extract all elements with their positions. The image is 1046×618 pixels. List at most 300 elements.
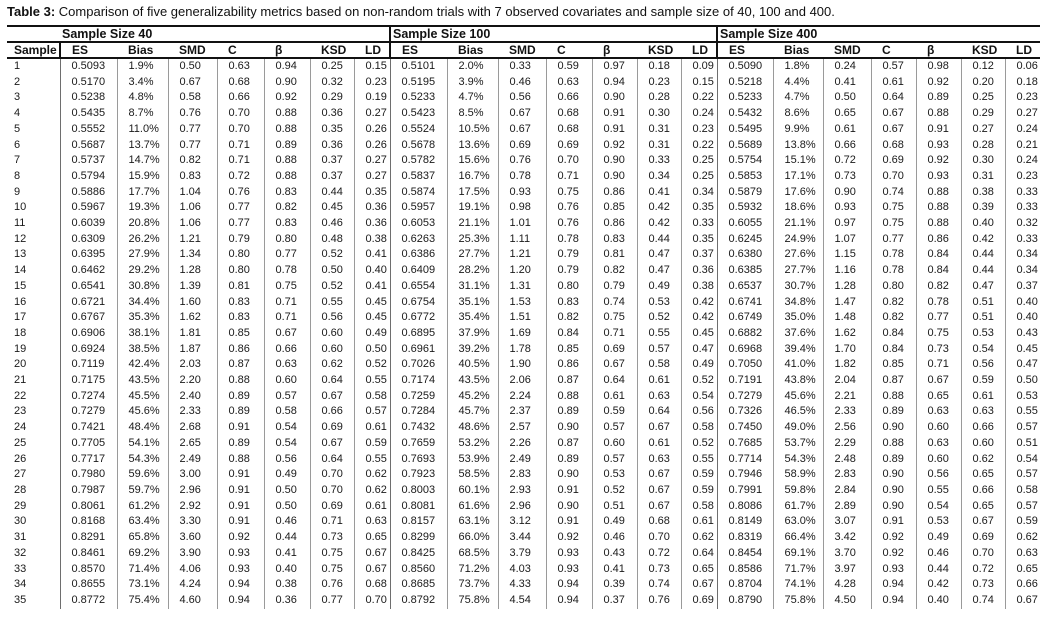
cell-s40-beta: 0.77 bbox=[264, 247, 310, 263]
column-header-ksd-section-1: KSD bbox=[310, 42, 354, 58]
cell-s40-c: 0.80 bbox=[217, 263, 264, 279]
cell-s100-smd: 1.21 bbox=[498, 247, 546, 263]
cell-s400-ksd: 0.63 bbox=[961, 404, 1005, 420]
cell-s40-es: 0.7279 bbox=[60, 404, 117, 420]
cell-s40-ksd: 0.75 bbox=[310, 562, 354, 578]
cell-s100-es: 0.6554 bbox=[390, 279, 447, 295]
cell-s400-ld: 0.32 bbox=[1005, 216, 1040, 232]
cell-s40-c: 0.91 bbox=[217, 514, 264, 530]
cell-s400-es: 0.8319 bbox=[717, 530, 773, 546]
cell-s400-es: 0.6537 bbox=[717, 279, 773, 295]
sample-number-cell: 4 bbox=[14, 107, 21, 120]
cell-s400-bias: 24.9% bbox=[773, 232, 823, 248]
cell-s400-ksd: 0.30 bbox=[961, 153, 1005, 169]
cell-s100-smd: 2.26 bbox=[498, 436, 546, 452]
cell-s100-smd: 0.69 bbox=[498, 138, 546, 154]
cell-s40-ld: 0.23 bbox=[354, 75, 390, 91]
cell-s400-ld: 0.58 bbox=[1005, 483, 1040, 499]
cell-s40-ld: 0.62 bbox=[354, 483, 390, 499]
cell-s100-ksd: 0.67 bbox=[637, 483, 681, 499]
cell-s40-bias: 20.8% bbox=[117, 216, 168, 232]
cell-s100-beta: 0.85 bbox=[592, 200, 637, 216]
cell-s400-smd: 3.07 bbox=[823, 514, 871, 530]
cell-s100-beta: 0.90 bbox=[592, 169, 637, 185]
cell-s400-ksd: 0.51 bbox=[961, 295, 1005, 311]
cell-s100-smd: 0.67 bbox=[498, 106, 546, 122]
cell-s400-smd: 2.33 bbox=[823, 404, 871, 420]
cell-s100-smd: 4.54 bbox=[498, 593, 546, 609]
cell-s100-bias: 39.2% bbox=[447, 342, 498, 358]
cell-s400-es: 0.7191 bbox=[717, 373, 773, 389]
cell-s100-c: 0.89 bbox=[546, 404, 592, 420]
cell-s400-beta: 0.40 bbox=[916, 593, 961, 609]
cell-s40-c: 0.70 bbox=[217, 122, 264, 138]
cell-s400-smd: 0.72 bbox=[823, 153, 871, 169]
cell-s100-bias: 37.9% bbox=[447, 326, 498, 342]
cell-s400-c: 0.67 bbox=[871, 122, 916, 138]
cell-s100-c: 0.59 bbox=[546, 58, 592, 75]
cell-s100-smd: 0.56 bbox=[498, 90, 546, 106]
cell-s100-ksd: 0.53 bbox=[637, 295, 681, 311]
cell-s100-beta: 0.75 bbox=[592, 310, 637, 326]
cell-s40-c: 0.91 bbox=[217, 499, 264, 515]
cell-s100-smd: 2.06 bbox=[498, 373, 546, 389]
cell-s40-es: 0.5093 bbox=[60, 58, 117, 75]
cell-s100-ld: 0.36 bbox=[681, 263, 717, 279]
cell-s40-c: 0.91 bbox=[217, 467, 264, 483]
cell-s400-ksd: 0.44 bbox=[961, 263, 1005, 279]
cell-s40-ld: 0.55 bbox=[354, 452, 390, 468]
table-row bbox=[7, 200, 1040, 216]
cell-s100-c: 0.82 bbox=[546, 310, 592, 326]
cell-s100-bias: 3.9% bbox=[447, 75, 498, 91]
cell-s400-bias: 4.4% bbox=[773, 75, 823, 91]
cell-s400-beta: 0.93 bbox=[916, 138, 961, 154]
cell-s100-es: 0.5678 bbox=[390, 138, 447, 154]
cell-s100-es: 0.5837 bbox=[390, 169, 447, 185]
sample-number-cell: 7 bbox=[14, 154, 21, 167]
cell-s400-ksd: 0.67 bbox=[961, 514, 1005, 530]
cell-s40-ksd: 0.35 bbox=[310, 122, 354, 138]
cell-s400-smd: 3.97 bbox=[823, 562, 871, 578]
cell-s100-es: 0.5874 bbox=[390, 185, 447, 201]
cell-s40-es: 0.6541 bbox=[60, 279, 117, 295]
cell-s40-c: 0.76 bbox=[217, 185, 264, 201]
column-header-beta-section-1: β bbox=[264, 42, 310, 58]
cell-s40-es: 0.7717 bbox=[60, 452, 117, 468]
column-header-bias-section-3: Bias bbox=[773, 42, 823, 58]
cell-s40-beta: 0.57 bbox=[264, 389, 310, 405]
cell-s100-smd: 2.93 bbox=[498, 483, 546, 499]
cell-s100-beta: 0.67 bbox=[592, 357, 637, 373]
cell-s400-smd: 3.70 bbox=[823, 546, 871, 562]
cell-s40-bias: 59.7% bbox=[117, 483, 168, 499]
cell-s100-smd: 2.49 bbox=[498, 452, 546, 468]
cell-s40-bias: 63.4% bbox=[117, 514, 168, 530]
cell-s40-es: 0.6924 bbox=[60, 342, 117, 358]
cell-s40-smd: 1.39 bbox=[168, 279, 217, 295]
cell-s400-beta: 0.75 bbox=[916, 326, 961, 342]
cell-s100-bias: 16.7% bbox=[447, 169, 498, 185]
cell-s40-ksd: 0.70 bbox=[310, 467, 354, 483]
cell-s400-smd: 1.70 bbox=[823, 342, 871, 358]
cell-s100-bias: 45.2% bbox=[447, 389, 498, 405]
cell-s400-bias: 18.6% bbox=[773, 200, 823, 216]
table-row bbox=[7, 499, 1040, 515]
cell-s400-bias: 15.1% bbox=[773, 153, 823, 169]
cell-s40-smd: 1.04 bbox=[168, 185, 217, 201]
cell-s40-c: 0.80 bbox=[217, 247, 264, 263]
cell-s400-ld: 0.24 bbox=[1005, 153, 1040, 169]
cell-s400-beta: 0.88 bbox=[916, 200, 961, 216]
cell-s400-smd: 1.16 bbox=[823, 263, 871, 279]
cell-s40-beta: 0.54 bbox=[264, 420, 310, 436]
cell-s400-ksd: 0.28 bbox=[961, 138, 1005, 154]
cell-s100-ksd: 0.18 bbox=[637, 58, 681, 75]
table-row bbox=[7, 90, 1040, 106]
cell-s100-beta: 0.82 bbox=[592, 263, 637, 279]
cell-s400-bias: 63.0% bbox=[773, 514, 823, 530]
cell-s100-es: 0.8792 bbox=[390, 593, 447, 609]
cell-s100-ld: 0.09 bbox=[681, 58, 717, 75]
cell-s40-beta: 0.67 bbox=[264, 326, 310, 342]
cell-s100-beta: 0.92 bbox=[592, 138, 637, 154]
cell-s100-ksd: 0.52 bbox=[637, 310, 681, 326]
sample-number-cell: 21 bbox=[14, 374, 27, 387]
cell-s400-ksd: 0.29 bbox=[961, 106, 1005, 122]
table-caption bbox=[0, 0, 1046, 19]
cell-s400-ksd: 0.59 bbox=[961, 373, 1005, 389]
cell-s100-c: 0.84 bbox=[546, 326, 592, 342]
cell-s400-beta: 0.82 bbox=[916, 279, 961, 295]
cell-s400-smd: 1.28 bbox=[823, 279, 871, 295]
cell-s40-ksd: 0.32 bbox=[310, 75, 354, 91]
cell-s40-es: 0.5170 bbox=[60, 75, 117, 91]
sample-number-cell: 34 bbox=[14, 578, 27, 591]
cell-s400-c: 0.90 bbox=[871, 420, 916, 436]
cell-s40-beta: 0.60 bbox=[264, 373, 310, 389]
cell-s400-beta: 0.86 bbox=[916, 232, 961, 248]
cell-s100-bias: 53.2% bbox=[447, 436, 498, 452]
cell-s100-ld: 0.42 bbox=[681, 295, 717, 311]
cell-s400-c: 0.78 bbox=[871, 263, 916, 279]
cell-s40-ld: 0.61 bbox=[354, 499, 390, 515]
cell-s400-c: 0.90 bbox=[871, 467, 916, 483]
table-row bbox=[7, 342, 1040, 358]
cell-s100-es: 0.8003 bbox=[390, 483, 447, 499]
cell-s400-bias: 4.7% bbox=[773, 90, 823, 106]
cell-s400-ld: 0.21 bbox=[1005, 138, 1040, 154]
cell-s400-es: 0.5218 bbox=[717, 75, 773, 91]
cell-s40-ld: 0.59 bbox=[354, 436, 390, 452]
cell-s40-smd: 0.50 bbox=[168, 58, 217, 75]
cell-s400-smd: 0.41 bbox=[823, 75, 871, 91]
cell-s400-c: 0.92 bbox=[871, 530, 916, 546]
cell-s400-beta: 0.78 bbox=[916, 295, 961, 311]
cell-s400-es: 0.6882 bbox=[717, 326, 773, 342]
cell-s400-smd: 2.56 bbox=[823, 420, 871, 436]
table-row bbox=[7, 122, 1040, 138]
cell-s40-c: 0.86 bbox=[217, 342, 264, 358]
cell-s100-c: 0.93 bbox=[546, 546, 592, 562]
cell-s400-bias: 37.6% bbox=[773, 326, 823, 342]
cell-s40-ksd: 0.73 bbox=[310, 530, 354, 546]
column-header-bias-section-2: Bias bbox=[447, 42, 498, 58]
sample-number-cell: 14 bbox=[14, 264, 27, 277]
cell-s100-c: 0.89 bbox=[546, 452, 592, 468]
table-body bbox=[7, 58, 1040, 609]
cell-s100-ld: 0.59 bbox=[681, 467, 717, 483]
cell-s400-ld: 0.06 bbox=[1005, 58, 1040, 75]
sample-number-cell: 22 bbox=[14, 389, 27, 402]
cell-s100-es: 0.6754 bbox=[390, 295, 447, 311]
cell-s400-ksd: 0.65 bbox=[961, 467, 1005, 483]
cell-s40-bias: 71.4% bbox=[117, 562, 168, 578]
cell-s400-beta: 0.71 bbox=[916, 357, 961, 373]
cell-s40-bias: 48.4% bbox=[117, 420, 168, 436]
cell-s100-es: 0.5101 bbox=[390, 58, 447, 75]
cell-s40-smd: 3.00 bbox=[168, 467, 217, 483]
column-header-ksd-section-3: KSD bbox=[961, 42, 1005, 58]
cell-s40-es: 0.7274 bbox=[60, 389, 117, 405]
cell-s40-beta: 0.94 bbox=[264, 58, 310, 75]
cell-s100-ksd: 0.47 bbox=[637, 247, 681, 263]
cell-s400-bias: 45.6% bbox=[773, 389, 823, 405]
cell-s100-ld: 0.69 bbox=[681, 593, 717, 609]
cell-s100-bias: 28.2% bbox=[447, 263, 498, 279]
cell-s40-ld: 0.55 bbox=[354, 373, 390, 389]
cell-s40-ksd: 0.67 bbox=[310, 389, 354, 405]
cell-s40-ld: 0.36 bbox=[354, 216, 390, 232]
cell-s400-smd: 0.66 bbox=[823, 138, 871, 154]
cell-s400-beta: 0.88 bbox=[916, 106, 961, 122]
cell-s400-smd: 2.89 bbox=[823, 499, 871, 515]
cell-s100-ld: 0.52 bbox=[681, 436, 717, 452]
cell-s40-ksd: 0.75 bbox=[310, 546, 354, 562]
table-row bbox=[7, 514, 1040, 530]
table-row bbox=[7, 373, 1040, 389]
cell-s400-ld: 0.50 bbox=[1005, 373, 1040, 389]
cell-s40-bias: 69.2% bbox=[117, 546, 168, 562]
cell-s40-smd: 1.34 bbox=[168, 247, 217, 263]
cell-s100-es: 0.7432 bbox=[390, 420, 447, 436]
cell-s400-ksd: 0.12 bbox=[961, 58, 1005, 75]
cell-s40-beta: 0.54 bbox=[264, 436, 310, 452]
cell-s400-smd: 2.83 bbox=[823, 467, 871, 483]
column-header-row bbox=[7, 42, 1040, 58]
cell-s100-es: 0.8081 bbox=[390, 499, 447, 515]
cell-s400-smd: 1.07 bbox=[823, 232, 871, 248]
cell-s40-c: 0.83 bbox=[217, 295, 264, 311]
cell-s100-ld: 0.35 bbox=[681, 200, 717, 216]
cell-s40-c: 0.91 bbox=[217, 420, 264, 436]
cell-s40-ld: 0.19 bbox=[354, 90, 390, 106]
cell-s100-smd: 0.98 bbox=[498, 200, 546, 216]
cell-s100-ld: 0.56 bbox=[681, 404, 717, 420]
cell-s100-ld: 0.38 bbox=[681, 279, 717, 295]
cell-s40-beta: 0.50 bbox=[264, 483, 310, 499]
cell-s100-beta: 0.86 bbox=[592, 185, 637, 201]
cell-s400-es: 0.6385 bbox=[717, 263, 773, 279]
cell-s40-ksd: 0.52 bbox=[310, 279, 354, 295]
cell-s40-bias: 34.4% bbox=[117, 295, 168, 311]
cell-s40-smd: 1.28 bbox=[168, 263, 217, 279]
table-row bbox=[7, 138, 1040, 154]
cell-s100-bias: 40.5% bbox=[447, 357, 498, 373]
cell-s400-ksd: 0.66 bbox=[961, 483, 1005, 499]
cell-s40-bias: 65.8% bbox=[117, 530, 168, 546]
cell-s40-bias: 13.7% bbox=[117, 138, 168, 154]
sample-number-cell: 25 bbox=[14, 436, 27, 449]
cell-s400-ld: 0.33 bbox=[1005, 185, 1040, 201]
cell-s100-bias: 48.6% bbox=[447, 420, 498, 436]
cell-s100-bias: 4.7% bbox=[447, 90, 498, 106]
cell-s40-c: 0.91 bbox=[217, 483, 264, 499]
cell-s400-c: 0.88 bbox=[871, 389, 916, 405]
column-header-smd-section-2: SMD bbox=[498, 42, 546, 58]
cell-s400-bias: 69.1% bbox=[773, 546, 823, 562]
cell-s40-es: 0.6039 bbox=[60, 216, 117, 232]
cell-s40-c: 0.72 bbox=[217, 169, 264, 185]
cell-s100-ksd: 0.57 bbox=[637, 342, 681, 358]
cell-s100-bias: 66.0% bbox=[447, 530, 498, 546]
cell-s100-bias: 63.1% bbox=[447, 514, 498, 530]
cell-s100-bias: 27.7% bbox=[447, 247, 498, 263]
cell-s400-c: 0.70 bbox=[871, 169, 916, 185]
cell-s100-es: 0.7259 bbox=[390, 389, 447, 405]
cell-s40-beta: 0.58 bbox=[264, 404, 310, 420]
cell-s40-es: 0.6767 bbox=[60, 310, 117, 326]
cell-s40-beta: 0.40 bbox=[264, 562, 310, 578]
cell-s400-ld: 0.37 bbox=[1005, 279, 1040, 295]
cell-s100-es: 0.5423 bbox=[390, 106, 447, 122]
cell-s400-bias: 30.7% bbox=[773, 279, 823, 295]
cell-s40-ld: 0.52 bbox=[354, 357, 390, 373]
cell-s100-bias: 45.7% bbox=[447, 404, 498, 420]
sample-number-cell: 23 bbox=[14, 405, 27, 418]
cell-s400-es: 0.7991 bbox=[717, 483, 773, 499]
cell-s400-smd: 0.24 bbox=[823, 58, 871, 75]
cell-s400-es: 0.7279 bbox=[717, 389, 773, 405]
cell-s100-ld: 0.25 bbox=[681, 153, 717, 169]
metrics-table bbox=[7, 25, 1040, 609]
cell-s100-ksd: 0.68 bbox=[637, 514, 681, 530]
cell-s400-bias: 66.4% bbox=[773, 530, 823, 546]
cell-s40-beta: 0.82 bbox=[264, 200, 310, 216]
cell-s400-es: 0.8586 bbox=[717, 562, 773, 578]
cell-s400-smd: 0.61 bbox=[823, 122, 871, 138]
cell-s400-smd: 1.82 bbox=[823, 357, 871, 373]
cell-s40-c: 0.92 bbox=[217, 530, 264, 546]
sample-number-cell: 1 bbox=[14, 60, 21, 72]
cell-s400-ld: 0.40 bbox=[1005, 310, 1040, 326]
cell-s100-ksd: 0.42 bbox=[637, 216, 681, 232]
cell-s40-bias: 15.9% bbox=[117, 169, 168, 185]
cell-s100-c: 0.90 bbox=[546, 499, 592, 515]
cell-s400-es: 0.6245 bbox=[717, 232, 773, 248]
cell-s100-bias: 21.1% bbox=[447, 216, 498, 232]
cell-s400-beta: 0.54 bbox=[916, 499, 961, 515]
cell-s400-beta: 0.67 bbox=[916, 373, 961, 389]
cell-s100-ld: 0.55 bbox=[681, 452, 717, 468]
cell-s40-c: 0.63 bbox=[217, 58, 264, 75]
cell-s400-ksd: 0.70 bbox=[961, 546, 1005, 562]
cell-s40-es: 0.8061 bbox=[60, 499, 117, 515]
cell-s400-beta: 0.65 bbox=[916, 389, 961, 405]
cell-s400-bias: 61.7% bbox=[773, 499, 823, 515]
cell-s100-smd: 0.46 bbox=[498, 75, 546, 91]
cell-s400-c: 0.89 bbox=[871, 404, 916, 420]
cell-s400-ld: 0.57 bbox=[1005, 499, 1040, 515]
table-row bbox=[7, 247, 1040, 263]
cell-s100-ksd: 0.73 bbox=[637, 562, 681, 578]
cell-s100-bias: 68.5% bbox=[447, 546, 498, 562]
table-row bbox=[7, 185, 1040, 201]
cell-s40-bias: 3.4% bbox=[117, 75, 168, 91]
cell-s100-beta: 0.61 bbox=[592, 389, 637, 405]
cell-s100-smd: 1.53 bbox=[498, 295, 546, 311]
group-header-size-40: Sample Size 40 bbox=[60, 26, 390, 42]
cell-s100-c: 0.93 bbox=[546, 562, 592, 578]
cell-s40-es: 0.7175 bbox=[60, 373, 117, 389]
column-header-ld-section-1: LD bbox=[354, 42, 390, 58]
cell-s40-ksd: 0.50 bbox=[310, 263, 354, 279]
cell-s100-ld: 0.33 bbox=[681, 216, 717, 232]
cell-s400-smd: 0.90 bbox=[823, 185, 871, 201]
cell-s100-c: 0.63 bbox=[546, 75, 592, 91]
cell-s400-es: 0.7450 bbox=[717, 420, 773, 436]
cell-s100-beta: 0.79 bbox=[592, 279, 637, 295]
cell-s100-c: 0.79 bbox=[546, 263, 592, 279]
cell-s100-es: 0.6895 bbox=[390, 326, 447, 342]
cell-s100-smd: 2.24 bbox=[498, 389, 546, 405]
cell-s100-es: 0.6053 bbox=[390, 216, 447, 232]
cell-s100-smd: 3.79 bbox=[498, 546, 546, 562]
cell-s400-smd: 0.50 bbox=[823, 90, 871, 106]
cell-s40-smd: 1.06 bbox=[168, 200, 217, 216]
table-row bbox=[7, 436, 1040, 452]
cell-s40-beta: 0.75 bbox=[264, 279, 310, 295]
cell-s40-c: 0.71 bbox=[217, 153, 264, 169]
cell-s40-es: 0.6462 bbox=[60, 263, 117, 279]
cell-s100-ld: 0.45 bbox=[681, 326, 717, 342]
group-header-row bbox=[7, 26, 1040, 42]
cell-s40-beta: 0.41 bbox=[264, 546, 310, 562]
cell-s40-smd: 0.83 bbox=[168, 169, 217, 185]
cell-s40-bias: 73.1% bbox=[117, 577, 168, 593]
sample-number-cell: 3 bbox=[14, 91, 21, 104]
cell-s40-bias: 17.7% bbox=[117, 185, 168, 201]
cell-s100-es: 0.5195 bbox=[390, 75, 447, 91]
cell-s100-ld: 0.22 bbox=[681, 138, 717, 154]
cell-s400-ld: 0.24 bbox=[1005, 122, 1040, 138]
cell-s400-es: 0.7050 bbox=[717, 357, 773, 373]
cell-s40-ld: 0.57 bbox=[354, 404, 390, 420]
cell-s400-bias: 54.3% bbox=[773, 452, 823, 468]
cell-s400-beta: 0.89 bbox=[916, 90, 961, 106]
cell-s400-beta: 0.84 bbox=[916, 263, 961, 279]
column-header-es-section-1: ES bbox=[60, 42, 117, 58]
cell-s100-ksd: 0.72 bbox=[637, 546, 681, 562]
cell-s100-c: 0.91 bbox=[546, 483, 592, 499]
cell-s100-ld: 0.54 bbox=[681, 389, 717, 405]
cell-s100-bias: 35.1% bbox=[447, 295, 498, 311]
cell-s400-bias: 1.8% bbox=[773, 58, 823, 75]
cell-s400-c: 0.82 bbox=[871, 310, 916, 326]
cell-s40-ld: 0.26 bbox=[354, 122, 390, 138]
cell-s40-smd: 0.58 bbox=[168, 90, 217, 106]
cell-s40-beta: 0.71 bbox=[264, 295, 310, 311]
